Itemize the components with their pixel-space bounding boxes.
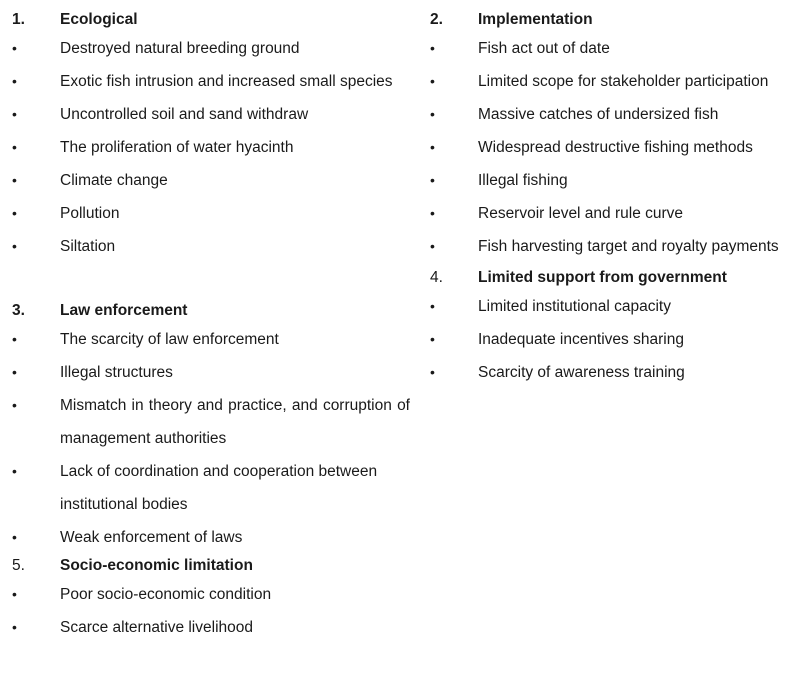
section-title: Ecological bbox=[60, 11, 138, 28]
list-item: • Limited institutional capacity bbox=[430, 290, 788, 323]
section-heading-socio-economic bbox=[12, 554, 410, 578]
section-heading-ecological bbox=[12, 8, 410, 32]
list-item: • Fish act out of date bbox=[430, 32, 788, 65]
section-number: 4. bbox=[430, 269, 443, 286]
list-item: • Inadequate incentives sharing bbox=[430, 323, 788, 356]
list-item: • Pollution bbox=[12, 197, 410, 230]
bullet-icon: • bbox=[430, 172, 435, 188]
bullet-icon: • bbox=[12, 73, 17, 89]
list-item: • Lack of coordination and cooperation between institutional bodies bbox=[12, 455, 410, 521]
list-item: • Siltation bbox=[12, 230, 410, 263]
bullet-icon: • bbox=[430, 40, 435, 56]
bullet-icon: • bbox=[430, 139, 435, 155]
list-item: • Weak enforcement of laws bbox=[12, 521, 410, 554]
bullet-icon: • bbox=[12, 619, 17, 635]
section-heading-government-support bbox=[430, 266, 788, 290]
bullet-icon: • bbox=[12, 463, 17, 479]
list-item: • Scarce alternative livelihood bbox=[12, 611, 410, 644]
section-title: Law enforcement bbox=[60, 302, 188, 319]
bullet-icon: • bbox=[12, 397, 17, 413]
list-item: • Widespread destructive fishing methods bbox=[430, 131, 788, 164]
bullet-icon: • bbox=[430, 238, 435, 254]
list-item: • Massive catches of undersized fish bbox=[430, 98, 788, 131]
bullet-icon: • bbox=[12, 364, 17, 380]
bullet-icon: • bbox=[430, 106, 435, 122]
list-item: • The scarcity of law enforcement bbox=[12, 323, 410, 356]
bullet-icon: • bbox=[430, 298, 435, 314]
section-number: 2. bbox=[430, 11, 443, 28]
bullet-icon: • bbox=[12, 205, 17, 221]
list-item: • Destroyed natural breeding ground bbox=[12, 32, 410, 65]
section-title: Limited support from government bbox=[478, 269, 727, 286]
left-column bbox=[12, 8, 410, 644]
list-item: • Limited scope for stakeholder participation bbox=[430, 65, 788, 98]
list-item: • Poor socio-economic condition bbox=[12, 578, 410, 611]
section-heading-law-enforcement bbox=[12, 299, 410, 323]
list-item: • Reservoir level and rule curve bbox=[430, 197, 788, 230]
section-title: Implementation bbox=[478, 11, 593, 28]
section-number: 3. bbox=[12, 302, 25, 319]
bullet-icon: • bbox=[12, 139, 17, 155]
right-column bbox=[430, 8, 788, 389]
section-heading-implementation bbox=[430, 8, 788, 32]
list-item: • Climate change bbox=[12, 164, 410, 197]
bullet-icon: • bbox=[12, 106, 17, 122]
list-item: • Exotic fish intrusion and increased small species bbox=[12, 65, 410, 98]
bullet-icon: • bbox=[12, 172, 17, 188]
section-number: 5. bbox=[12, 557, 25, 574]
section-title: Socio-economic limitation bbox=[60, 557, 253, 574]
bullet-icon: • bbox=[12, 586, 17, 602]
bullet-icon: • bbox=[430, 205, 435, 221]
list-item: • Illegal fishing bbox=[430, 164, 788, 197]
bullet-icon: • bbox=[430, 331, 435, 347]
bullet-icon: • bbox=[12, 529, 17, 545]
list-item: • The proliferation of water hyacinth bbox=[12, 131, 410, 164]
list-item: • Scarcity of awareness training bbox=[430, 356, 788, 389]
list-item: • Fish harvesting target and royalty payments bbox=[430, 230, 788, 263]
bullet-icon: • bbox=[430, 73, 435, 89]
list-item: • Illegal structures bbox=[12, 356, 410, 389]
section-number: 1. bbox=[12, 11, 25, 28]
bullet-icon: • bbox=[430, 364, 435, 380]
bullet-icon: • bbox=[12, 331, 17, 347]
list-item: • Uncontrolled soil and sand withdraw bbox=[12, 98, 410, 131]
spacer bbox=[12, 263, 410, 299]
bullet-icon: • bbox=[12, 40, 17, 56]
list-item: • Mismatch in theory and practice, and corruption of management authorities bbox=[12, 389, 410, 455]
bullet-icon: • bbox=[12, 238, 17, 254]
